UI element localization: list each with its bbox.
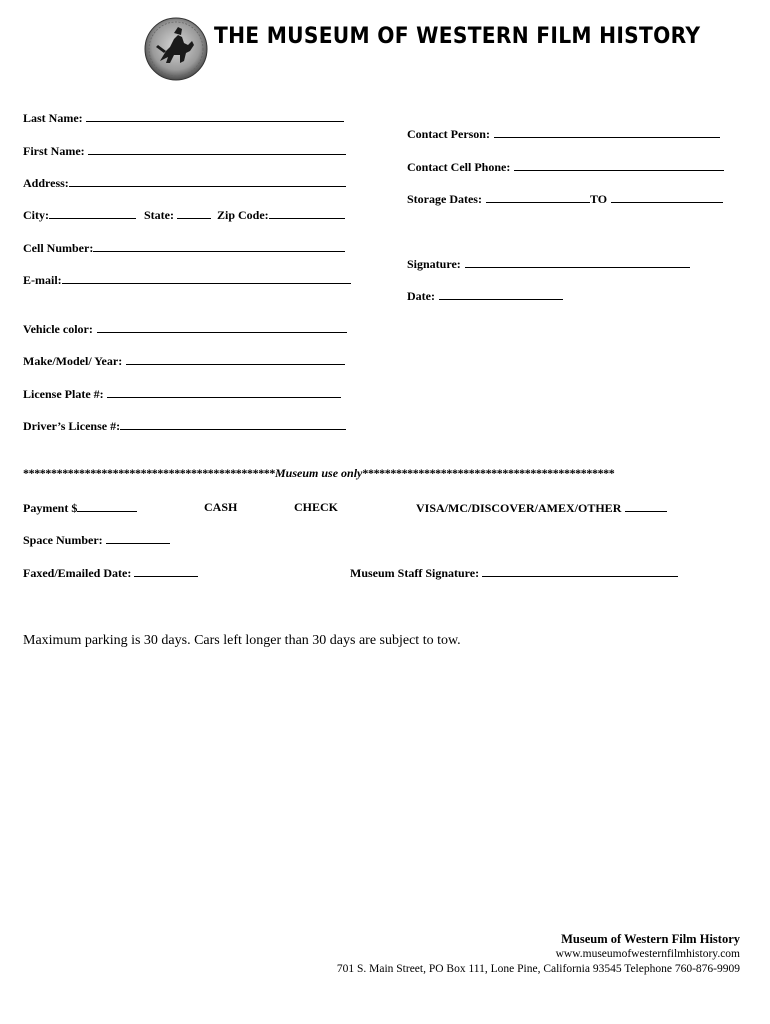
- contact-cell-field[interactable]: [407, 159, 724, 174]
- card-line[interactable]: [625, 500, 667, 512]
- museum-use-divider: [23, 466, 614, 481]
- storage-end-line[interactable]: [611, 191, 723, 203]
- staff-signature-line[interactable]: [482, 565, 678, 577]
- date-label: Date:: [407, 289, 435, 303]
- museum-use-label: Museum use only: [275, 466, 363, 480]
- drivers-license-field[interactable]: [23, 418, 346, 433]
- faxed-date-field[interactable]: [23, 565, 198, 580]
- license-plate-line[interactable]: [107, 386, 341, 398]
- first-name-line[interactable]: [88, 143, 346, 155]
- payment-line[interactable]: [77, 500, 137, 512]
- last-name-field[interactable]: [23, 110, 344, 125]
- email-line[interactable]: [62, 272, 351, 284]
- storage-dates-field: [407, 191, 723, 206]
- museum-logo-icon: [144, 17, 208, 81]
- vehicle-color-label: Vehicle color:: [23, 322, 93, 336]
- signature-label: Signature:: [407, 257, 461, 271]
- cash-option[interactable]: CASH: [204, 500, 238, 514]
- payment-field[interactable]: [23, 500, 137, 515]
- space-number-label: Space Number:: [23, 533, 103, 547]
- drivers-license-line[interactable]: [120, 418, 346, 430]
- footer-address: 701 S. Main Street, PO Box 111, Lone Pine, California 93545 Telephone 760-876-9909: [336, 963, 740, 975]
- staff-signature-label: Museum Staff Signature:: [350, 566, 480, 580]
- footer-website: www.museumofwesternfilmhistory.com: [555, 948, 740, 960]
- city-line[interactable]: [49, 207, 136, 219]
- storage-to-label: TO: [589, 192, 608, 206]
- stars-left: *********************************************: [23, 466, 276, 480]
- storage-dates-label: Storage Dates:: [407, 192, 482, 206]
- staff-signature-field[interactable]: [350, 565, 678, 580]
- make-model-year-line[interactable]: [126, 353, 345, 365]
- storage-start-line[interactable]: [486, 191, 590, 203]
- city-state-zip-row: [23, 207, 345, 222]
- contact-cell-line[interactable]: [514, 159, 724, 171]
- cell-number-field[interactable]: [23, 240, 345, 255]
- make-model-year-label: Make/Model/ Year:: [23, 354, 123, 368]
- space-number-line[interactable]: [106, 532, 170, 544]
- state-line[interactable]: [177, 207, 211, 219]
- license-plate-label: License Plate #:: [23, 387, 104, 401]
- zip-label: Zip Code:: [217, 208, 269, 222]
- license-plate-field[interactable]: [23, 386, 341, 401]
- payment-label: Payment $: [23, 501, 78, 515]
- drivers-license-label: Driver’s License #:: [23, 419, 121, 433]
- email-field[interactable]: [23, 272, 351, 287]
- stars-right: *********************************************: [362, 466, 615, 480]
- state-label: State:: [144, 208, 174, 222]
- card-label: VISA/MC/DISCOVER/AMEX/OTHER: [416, 501, 622, 515]
- footer-org: Museum of Western Film History: [561, 932, 740, 946]
- signature-field[interactable]: [407, 256, 690, 271]
- footer: [337, 932, 740, 977]
- date-field[interactable]: [407, 288, 563, 303]
- address-field[interactable]: [23, 175, 346, 190]
- email-label: E-mail:: [23, 273, 62, 287]
- address-label: Address:: [23, 176, 69, 190]
- first-name-label: First Name:: [23, 144, 85, 158]
- address-line[interactable]: [69, 175, 346, 187]
- signature-line[interactable]: [465, 256, 690, 268]
- space-number-field[interactable]: [23, 532, 170, 547]
- make-model-year-field[interactable]: [23, 353, 345, 368]
- city-label: City:: [23, 208, 49, 222]
- cell-number-label: Cell Number:: [23, 241, 94, 255]
- faxed-date-label: Faxed/Emailed Date:: [23, 566, 132, 580]
- card-option[interactable]: [416, 500, 667, 515]
- first-name-field[interactable]: [23, 143, 346, 158]
- parking-notice: Maximum parking is 30 days. Cars left longer than 30 days are subject to tow.: [23, 633, 461, 648]
- contact-person-label: Contact Person:: [407, 127, 490, 141]
- cell-number-line[interactable]: [93, 240, 345, 252]
- vehicle-color-field[interactable]: [23, 321, 347, 336]
- last-name-label: Last Name:: [23, 111, 83, 125]
- date-line[interactable]: [439, 288, 563, 300]
- vehicle-color-line[interactable]: [97, 321, 347, 333]
- contact-person-line[interactable]: [494, 126, 720, 138]
- faxed-date-line[interactable]: [134, 565, 198, 577]
- contact-person-field[interactable]: [407, 126, 720, 141]
- zip-line[interactable]: [269, 207, 345, 219]
- last-name-line[interactable]: [86, 110, 344, 122]
- contact-cell-label: Contact Cell Phone:: [407, 160, 511, 174]
- page-title: THE MUSEUM OF WESTERN FILM HISTORY: [214, 24, 701, 49]
- check-option[interactable]: CHECK: [294, 500, 339, 514]
